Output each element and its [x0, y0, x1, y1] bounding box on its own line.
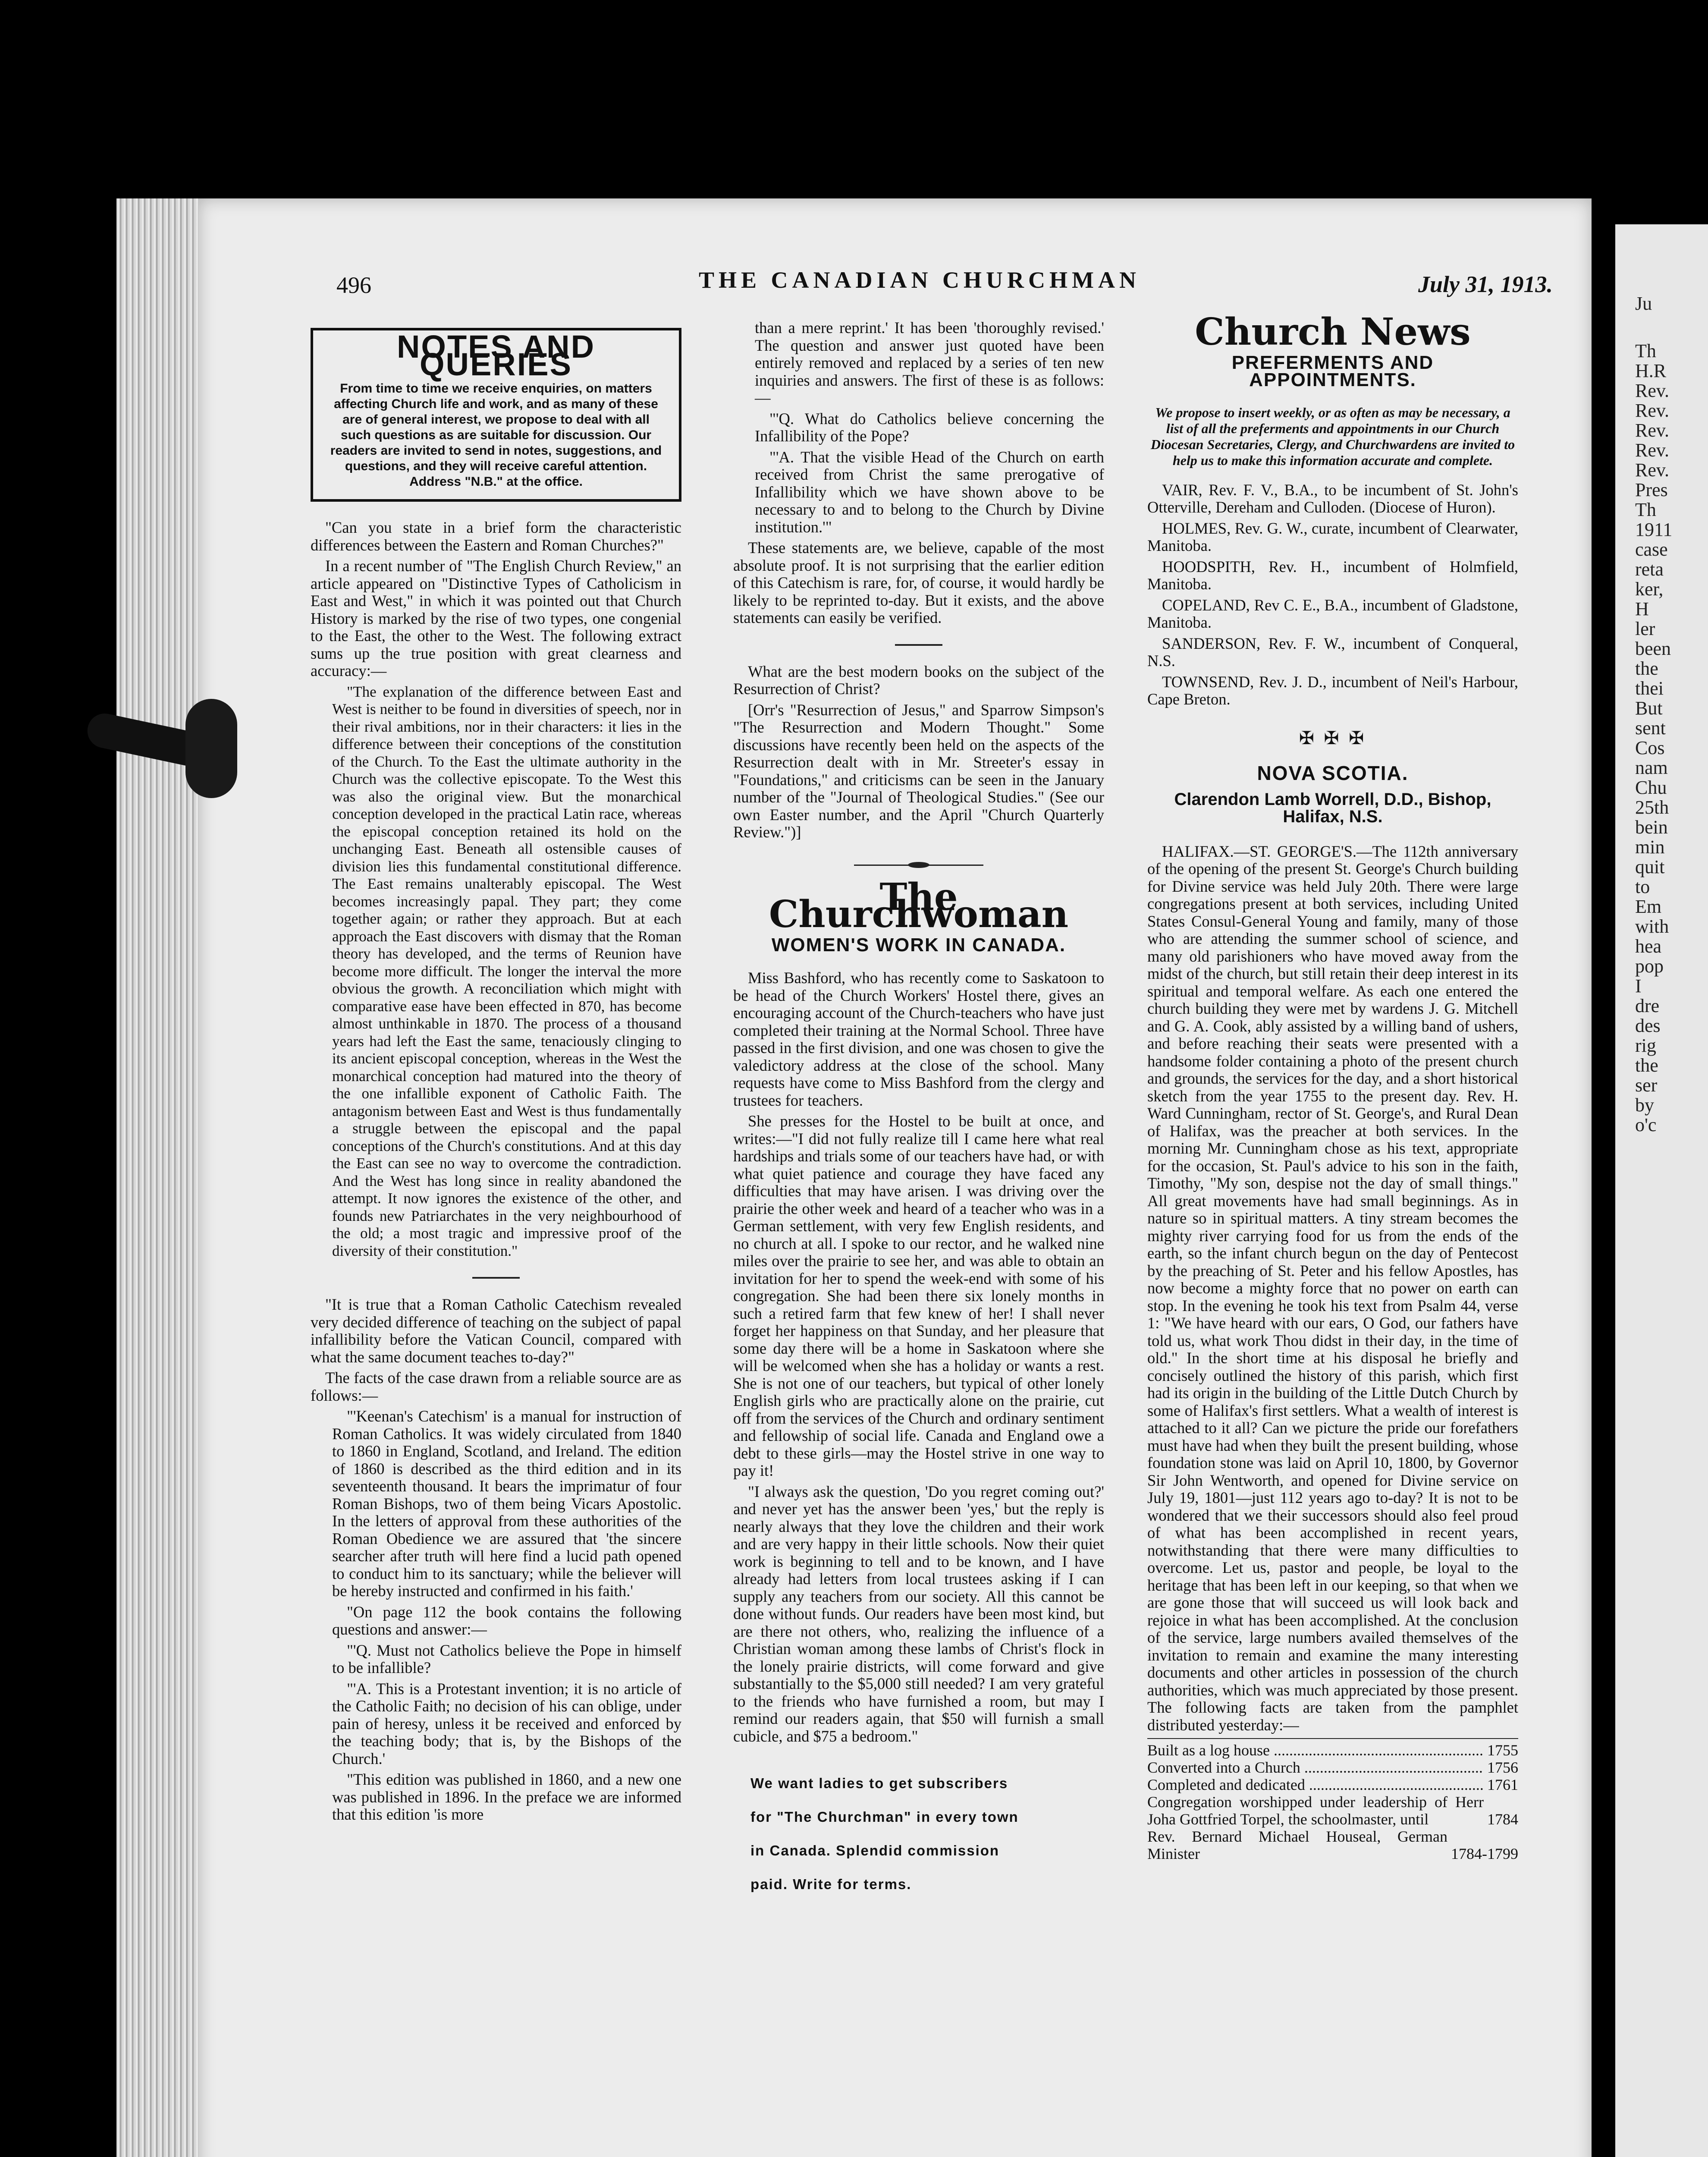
book-page-edges: [116, 198, 207, 2157]
adjacent-page: [1615, 224, 1708, 2157]
timeline-year: 1784-1799: [1451, 1845, 1518, 1862]
timeline-row: [1147, 1828, 1518, 1862]
churchwoman-title: The Churchwoman: [769, 875, 1069, 936]
column-1: [311, 319, 681, 1827]
diocese-heading: NOVA SCOTIA.: [1257, 762, 1409, 784]
timeline-year: 1784: [1487, 1811, 1518, 1828]
adjacent-page-fragment: nam: [1635, 757, 1668, 778]
preferment-item: TOWNSEND, Rev. J. D., incumbent of Neil's Harbour, Cape Breton.: [1147, 673, 1518, 708]
adjacent-page-fragment: thei: [1635, 678, 1664, 699]
timeline-row: [1147, 1759, 1518, 1776]
preferment-item: HOODSPITH, Rev. H., incumbent of Holmfield, Manitoba.: [1147, 557, 1518, 593]
notes-queries-title: NOTES AND QUERIES: [396, 329, 596, 382]
answer-3: [Orr's "Resurrection of Jesus," and Sparrow Simpson's "The Resurrection and Modern Thought." Some discussions have recently been held on the aspects of the Resurrection dealt with in Mr. Streeter's essay in "Foundations," and criticisms can be seen in the January number of the "Journal of Theological Studies." (See our own Easter number, and the April "Church Quarterly Review.")]: [733, 701, 1104, 841]
adjacent-page-fragment: H: [1635, 598, 1649, 619]
adjacent-page-fragment: dre: [1635, 995, 1660, 1016]
advert-line: for "The Churchman" in every town: [750, 1809, 1019, 1825]
adjacent-page-fragment: hea: [1635, 936, 1662, 957]
adjacent-page-fragment: Rev.: [1635, 420, 1670, 441]
adjacent-page-fragment: Chu: [1635, 777, 1667, 798]
adjacent-page-fragment: ler: [1635, 618, 1655, 639]
adjacent-page-fragment: bein: [1635, 817, 1668, 838]
adjacent-page-fragment: 25th: [1635, 797, 1669, 818]
preferments-note: We propose to insert weekly, or as often as may be necessary, a list of all the preferments and appointments in our Church Diocesan Secretaries, Clergy, and Churchwardens are invited to help us to make this information accurate and complete.: [1150, 404, 1515, 468]
adjacent-page-fragment: rig: [1635, 1035, 1656, 1056]
churchwoman-para-2: She presses for the Hostel to be built at once, and writes:—"I did not fully realize till I came here what real hardships and trials some of our teachers have had, or with what quiet patience and courage they have faced any difficulties that may have arisen. I was driving over the prairie the other week and heard of a teacher who was in a German settlement, with very few English residents, and no church at all. I spoke to our rector, and he walked nine miles over the prairie to see her, and was able to obtain an invitation for her to spend the week-end with some of his congregation. She had been there six lonely months in such a retired farm that few knew of her! I shall never forget her happiness on that Sunday, and her pleasure that some day there will be a home in Saskatoon where she will be welcomed when she has a holiday or wants a rest. She is not one of our teachers, but typical of other lonely English girls who are practically alone on the prairie, cut off from the services of the Church and ordinary sentiment and fellowship of social life. Canada and England owe a debt to these girls—may the Hostel strive in one way to pay it!: [733, 1112, 1104, 1479]
answer-1-quote: "The explanation of the difference between East and West is neither to be found in diversities of speech, nor in their rival ambitions, nor in their characters: it lies in the difference between their conceptions of the constitution of the Church. To the East the ultimate authority in the Church was the collective episcopate. To the West this was also the original view. But the monarchical conception developed in the practical Latin race, whereas the episcopal conception retained its hold on the unchanging East. Beneath all ostensible causes of division lies this fundamental constitutional difference. The East remains unalterably episcopal. The West becomes increasingly papal. They part; they come together again; or rather they approach. But at each approach the East discovers with dismay that the Roman theory has developed, and the terms of Reunion have become more difficult. The longer the interval the more obvious the growth. A reconciliation which might with comparative ease have been effected in 870, has become almost unthinkable in 1870. The process of a thousand years had left the East the same, tenaciously clinging to its ancient episcopal conception, whereas in the West the monarchical conception had matured into the theory of the one infallible exponent of Catholic Faith. The antagonism between East and West is thus fundamentally a struggle between the episcopal and the papal conceptions of the Church's constitutions. And at this day the East can see no way to overcome the contradiction. And the West has long since in reality abandoned the attempt. It now ignores the existence of the other, and founds new Patriarchates in the very neighbourhood of the old; a most tragic and impressive proof of the diversity of their constitution.": [332, 683, 681, 1259]
adjacent-page-fragment: quit: [1635, 856, 1665, 877]
bishop-name: Clarendon Lamb Worrell, D.D., Bishop,: [1174, 789, 1491, 809]
section-separator: ✠ ✠ ✠: [1299, 728, 1367, 748]
adjacent-page-fragment: Th: [1635, 499, 1656, 520]
adjacent-page-fragment: 1911: [1635, 519, 1673, 540]
answer-2-continued: than a mere reprint.' It has been 'thoroughly revised.' The question and answer just quoted have been entirely removed and replaced by a series of ten new inquiries and answers. The first of these is as follows:—: [755, 319, 1104, 406]
catechism-answer-new: "'A. That the visible Head of the Church on earth received from Christ the same prerogative of Infallibility which we have shown above to be necessary to and to belong to the Church by Divine institution.'": [755, 448, 1104, 536]
advert-line: paid. Write for terms.: [750, 1876, 912, 1892]
adjacent-page-fragment: Cos: [1635, 737, 1665, 758]
adjacent-page-fragment: with: [1635, 916, 1669, 937]
running-header: [319, 267, 1553, 305]
bishop-see: Halifax, N.S.: [1283, 807, 1383, 826]
church-news-title: Church News: [1195, 310, 1471, 354]
adjacent-page-fragment: sent: [1635, 717, 1666, 739]
divider: [472, 1277, 520, 1279]
answer-2-intro: The facts of the case drawn from a reliable source are as follows:—: [311, 1369, 681, 1404]
timeline-row: [1147, 1793, 1518, 1828]
timeline-year: 1756: [1487, 1759, 1518, 1776]
timeline-row: [1147, 1776, 1518, 1793]
adjacent-page-fragment: Rev.: [1635, 440, 1670, 461]
catechism-answer: "'A. This is a Protestant invention; it is no article of the Catholic Faith; no decision of his can oblige, under pain of heresy, unless it be received and enforced by the teaching body; that is, by the Bishops of the Church.': [332, 1679, 681, 1767]
preferments-heading: PREFERMENTS AND APPOINTMENTS.: [1231, 352, 1434, 390]
answer-2-edition: "This edition was published in 1860, and a new one was published in 1896. In the preface we are informed that this edition 'is more: [332, 1770, 681, 1823]
issue-date: July 31, 1913.: [1418, 271, 1553, 297]
answer-1: In a recent number of "The English Church Review," an article appeared on "Distinctive Types of Catholicism in East and West," in which it was pointed out that Church History is marked by the rise of two types, one congenial to the East, the other to the West. The following extract sums up the true position with great clearness and accuracy:—: [311, 557, 681, 679]
notes-queries-intro: From time to time we receive enquiries, on matters affecting Church life and work, and as many of these are of general interest, we propose to deal with all such questions as are suitable for discussion. Our readers are invited to send in notes, suggestions, and questions, and they will receive careful attention. Address "N.B." at the office.: [330, 381, 662, 489]
churchwoman-para-1: Miss Bashford, who has recently come to Saskatoon to be head of the Church Workers' Hostel there, gives an encouraging account of the Church-teachers who have just completed their training at the Normal School. Three have passed in the first division, and one was chosen to give the valedictory address at the close of the school. Many requests have come to Miss Bashford from the clergy and trustees for teachers.: [733, 969, 1104, 1109]
timeline-event: Completed and dedicated .....: [1147, 1776, 1484, 1793]
advert-line: We want ladies to get subscribers: [750, 1775, 1008, 1791]
preferment-item: SANDERSON, Rev. F. W., incumbent of Conqueral, N.S.: [1147, 634, 1518, 670]
page-clip: [86, 673, 229, 828]
adjacent-page-fragment: pop: [1635, 956, 1664, 977]
adjacent-page-fragment: reta: [1635, 559, 1664, 580]
query-3: What are the best modern books on the subject of the Resurrection of Christ?: [733, 662, 1104, 698]
column-3: [1147, 310, 1518, 1862]
running-head-title: THE CANADIAN CHURCHMAN: [699, 267, 1140, 293]
adjacent-page-fragment: the: [1635, 658, 1658, 679]
adjacent-page-fragment: Rev.: [1635, 380, 1670, 401]
timeline-event: Built as a log house .....: [1147, 1742, 1484, 1759]
subscriber-advert: [750, 1767, 1087, 1901]
adjacent-page-fragment: ser: [1635, 1075, 1658, 1096]
timeline-event: Converted into a Church .....: [1147, 1759, 1484, 1776]
timeline-year: 1755: [1487, 1742, 1518, 1759]
adjacent-page-fragment: been: [1635, 638, 1671, 659]
catechism-question-new: "'Q. What do Catholics believe concerning the Infallibility of the Pope?: [755, 409, 1104, 445]
history-timeline: [1147, 1738, 1518, 1862]
advert-line: in Canada. Splendid commission: [750, 1843, 1000, 1858]
adjacent-page-fragment: the: [1635, 1055, 1658, 1076]
preferments-list: [1147, 481, 1518, 708]
preferment-item: HOLMES, Rev. G. W., curate, incumbent of Clearwater, Manitoba.: [1147, 519, 1518, 554]
adjacent-page-fragment: Em: [1635, 896, 1662, 917]
page-number: 496: [336, 272, 371, 298]
adjacent-page-fragment: Ju: [1635, 293, 1652, 314]
churchwoman-para-3: "I always ask the question, 'Do you regret coming out?' and never yet has the answer been 'yes,' but the reply is nearly always that they love the children and their work and are very happy in their little schools. Now their quiet work is beginning to tell and to be known, and I have already had letters from local trustees asking if I can supply any teachers from our society. All this cannot be done without funds. Our readers have been most kind, but are there not others, who, realizing the influence of a Christian woman among these lambs of Christ's flock in the lonely prairie districts, will come forward and give substantially to the $5,000 still needed? I am very grateful to the friends who have furnished a room, but may I remind our readers again, that $50 will furnish a small cubicle, and $75 a bedroom.": [733, 1482, 1104, 1745]
answer-2-conclusion: These statements are, we believe, capable of the most absolute proof. It is not surprising that the earlier edition of this Catechism is rare, for, of course, it would hardly be likely to be reprinted to-day. But it exists, and the above statements can easily be verified.: [733, 539, 1104, 626]
adjacent-page-fragment: to: [1635, 876, 1650, 897]
timeline-row: [1147, 1742, 1518, 1759]
adjacent-page-fragment: Pres: [1635, 479, 1668, 500]
divider: [895, 644, 942, 646]
adjacent-page-fragment: min: [1635, 836, 1665, 858]
adjacent-page-fragment: des: [1635, 1015, 1661, 1036]
adjacent-page-fragment: o'c: [1635, 1114, 1657, 1135]
preferment-item: COPELAND, Rev C. E., B.A., incumbent of Gladstone, Manitoba.: [1147, 596, 1518, 631]
answer-2-para: "On page 112 the book contains the following questions and answer:—: [332, 1603, 681, 1638]
preferment-item: VAIR, Rev. F. V., B.A., to be incumbent of St. John's Otterville, Dereham and Culloden. (Diocese of Huron).: [1147, 481, 1518, 516]
adjacent-page-fragment: I: [1635, 975, 1642, 997]
answer-2-quote: "'Keenan's Catechism' is a manual for instruction of Roman Catholics. It was widely circulated from 1840 to 1860 in England, Scotland, and Ireland. The edition of 1860 is described as the third edition and in its seventeenth thousand. It bears the imprimatur of four Roman Bishops, two of them being Vicars Apostolic. In the letters of approval from these authorities of the Roman Obedience we are assured that 'the sincere searcher after truth will here find a lucid path opened to conduct him to its sanctuary; while the believer will be hereby instructed and confirmed in his faith.': [332, 1407, 681, 1600]
timeline-event: Congregation worshipped under leadership of Herr Joha Gottfried Torpel, the schoolmaster, until: [1147, 1793, 1484, 1828]
adjacent-page-fragment: Th: [1635, 340, 1656, 362]
halifax-report: HALIFAX.—ST. GEORGE'S.—The 112th anniversary of the opening of the present St. George's Church building for Divine service was held July 20th. There were large congregations present at both services, including United States Consul-General Young and family, many of those who are attending the summer school of science, and many old parishioners who have moved away from the midst of the church, but still retain their deep interest in its spiritual and temporal welfare. As each one entered the church building they were met by wardens J. G. Mitchell and G. A. Cook, ably assisted by a willing band of ushers, and before reaching their seats were presented with a handsome folder containing a photo of the present church and grounds, the services for the day, and a short historical sketch from the year 1755 to the present day. Rev. H. Ward Cunningham, rector of St. George's, and Rural Dean of Halifax, was the preacher at both services. In the morning Mr. Cunningham chose as his text, appropriate for the occasion, St. Paul's advice to his son in the faith, Timothy, "My son, despise not the day of small things." All great movements have had small beginnings. As in nature so in spiritual matters. A tiny stream becomes the mighty river carrying food for us from the ends of the earth, so the infant church begun on the day of Pentecost by the preaching of St. Peter and his fellow Apostles, has now become a mighty force that no power on earth can stop. In the evening he took his text from Psalm 44, verse 1: "We have heard with our ears, O God, our fathers have told us, what work Thou didst in their day, in the time of old." In the short time at his disposal he briefly and concisely outlined the history of this parish, which first had its origin in the building of the Little Dutch Church by some of Halifax's first settlers. What a wealth of interest is attached to it all? Can we picture the pride our forefathers must have had when they built the present building, whose foundation stone was laid on April 10, 1800, by Governor Sir John Wentworth, and opened for Divine service on July 19, 1801—just 112 years ago to-day? It is not to be wondered that we their successors should also feel proud of what has been accomplished in recent years, notwithstanding that there were many difficulties to overcome. Let us, pastor and people, be loyal to the heritage that has been left in our keeping, so that when we are gone those that will succeed us will look back and rejoice in what has been accomplished. At the conclusion of the service, large numbers availed themselves of the invitation to remain and examine the many interesting documents and other articles in possession of the church authorities, which was much appreciated by those present. The following facts are taken from the pamphlet distributed yesterday:—: [1147, 842, 1518, 1734]
query-2: "It is true that a Roman Catholic Catechism revealed very decided difference of teaching on the subject of papal infallibility before the Vatican Council, compared with what the same document teaches to-day?": [311, 1295, 681, 1366]
adjacent-page-fragment: by: [1635, 1094, 1654, 1116]
bishop-line: [1147, 791, 1518, 826]
adjacent-page-fragment: H.R: [1635, 360, 1667, 381]
adjacent-page-fragment: ker,: [1635, 579, 1664, 600]
adjacent-page-fragment: Rev.: [1635, 459, 1670, 481]
timeline-event: Rev. Bernard Michael Houseal, German Minister: [1147, 1828, 1447, 1862]
ornamental-divider: [854, 863, 983, 867]
query-1: "Can you state in a brief form the characteristic differences between the Eastern and Roman Churches?": [311, 519, 681, 554]
column-2: [733, 319, 1104, 1901]
adjacent-page-fragment: case: [1635, 539, 1668, 560]
catechism-question: "'Q. Must not Catholics believe the Pope in himself to be infallible?: [332, 1641, 681, 1676]
churchwoman-subtitle: WOMEN'S WORK IN CANADA.: [771, 934, 1066, 956]
adjacent-page-fragment: Rev.: [1635, 400, 1670, 421]
notes-queries-box: [311, 328, 681, 502]
adjacent-page-fragment: But: [1635, 698, 1663, 719]
timeline-year: 1761: [1487, 1776, 1518, 1793]
